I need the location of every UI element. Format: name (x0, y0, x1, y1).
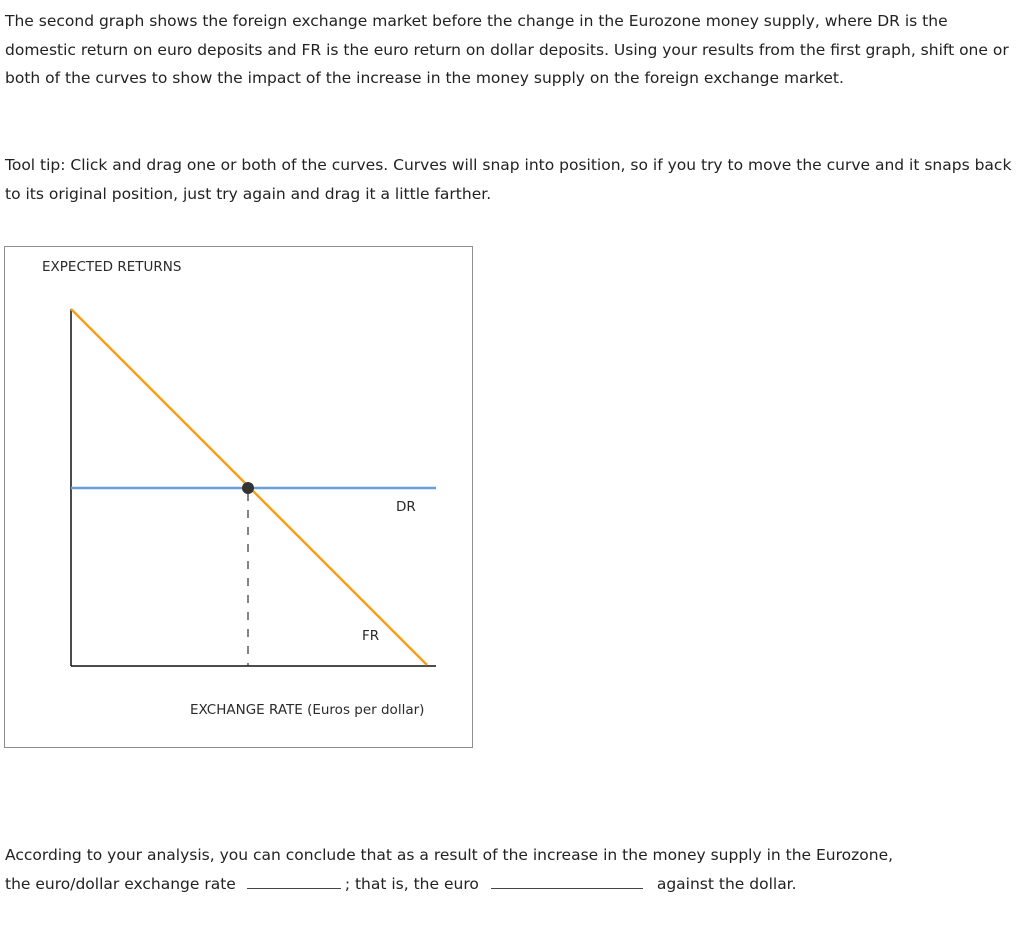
conclusion-line2-end: against the dollar. (656, 874, 797, 893)
instructions-intro: The second graph shows the foreign exchange market before the change in the Eurozone money supply, where DR is the domestic return on euro deposits and FR is the euro return on dollar deposits. Using your results from the first graph, shift one or both of the curves to show the impact of the increase in the money supply on the foreign exchange market. (5, 12, 1009, 87)
instructions-tooltip: Tool tip: Click and drag one or both of the curves. Curves will snap into position, so if you try to move the curve and it snaps back to its original position, just try again and drag it a little farther. (5, 156, 1012, 203)
x-axis-label: EXCHANGE RATE (Euros per dollar) (190, 702, 425, 718)
conclusion-line2-start: the euro/dollar exchange rate (5, 874, 236, 893)
forex-graph-panel (4, 246, 473, 748)
exchange-rate-dropdown[interactable] (247, 870, 341, 889)
y-axis-label: EXPECTED RETURNS (42, 259, 182, 275)
conclusion-sentence (5, 841, 1015, 898)
dr-curve-label: DR (396, 499, 416, 515)
equilibrium-point (242, 482, 254, 494)
conclusion-line2-middle: ; that is, the euro (344, 874, 479, 893)
fr-curve-label: FR (362, 628, 380, 644)
forex-graph-svg (5, 247, 474, 749)
euro-direction-dropdown[interactable] (491, 870, 643, 889)
conclusion-line1: According to your analysis, you can conclude that as a result of the increase in the money supply in the Eurozone, (5, 846, 894, 864)
